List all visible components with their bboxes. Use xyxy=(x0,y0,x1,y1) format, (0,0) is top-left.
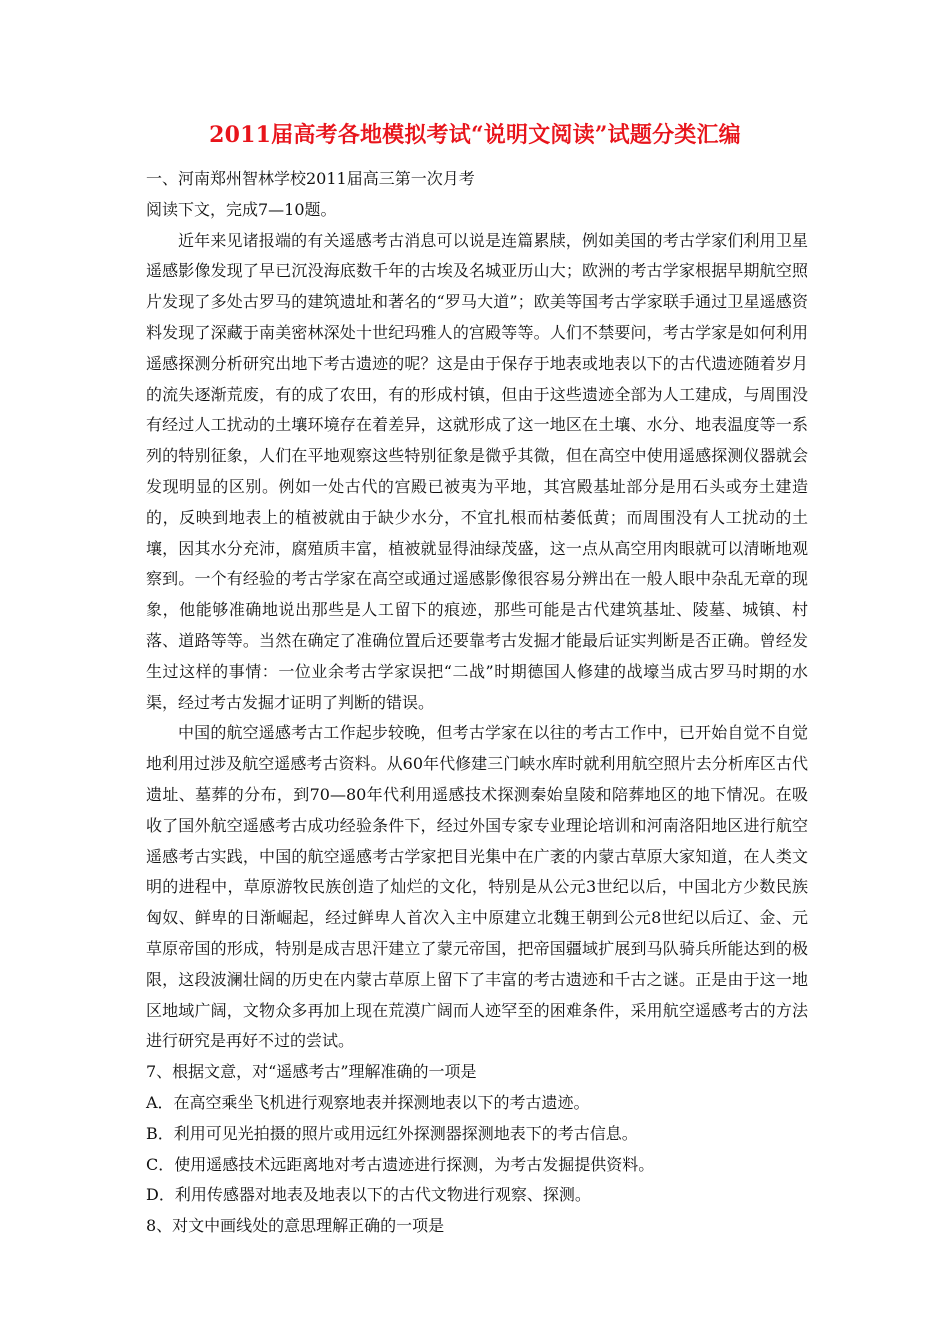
passage-paragraph-1: 近年来见诸报端的有关遥感考古消息可以说是连篇累牍，例如美国的考古学家们利用卫星遥感影像发现了早已沉没海底数千年的古埃及名城亚历山大；欧洲的考古学家根据早期航空照片发现了多处古罗马的建筑遗址和著名的“罗马大道”；欧美等国考古学家联手通过卫星遥感资料发现了深藏于南美密林深处十世纪玛雅人的宫殿等等。人们不禁要问，考古学家是如何利用遥感探测分析研究出地下考古遗迹的呢？这是由于保存于地表或地表以下的古代遗迹随着岁月的流失逐渐荒废，有的成了农田，有的形成村镇，但由于这些遗迹全部为人工建成，与周围没有经过人工扰动的土壤环境存在着差异，这就形成了这一地区在土壤、水分、地表温度等一系列的特别征象，人们在平地观察这些特别征象是微乎其微，但在高空中使用遥感探测仪器就会发现明显的区别。例如一处古代的宫殿已被夷为平地，其宫殿基址部分是用石头或夯土建造的，反映到地表上的植被就由于缺少水分，不宜扎根而枯萎低黄；而周围没有人工扰动的土壤，因其水分充沛，腐殖质丰富，植被就显得油绿茂盛，这一点从高空用肉眼就可以清晰地观察到。一个有经验的考古学家在高空或通过遥感影像很容易分辨出在一般人眼中杂乱无章的现象，他能够准确地说出那些是人工留下的痕迹，那些可能是古代建筑基址、陵墓、城镇、村落、道路等等。当然在确定了准确位置后还要靠考古发掘才能最后证实判断是否正确。曾经发生过这样的事情：一位业余考古学家误把“二战”时期德国人修建的战壕当成古罗马时期的水渠，经过考古发掘才证明了判断的错误。 xyxy=(146,230,808,712)
question-7-option-b: B．利用可见光拍摄的照片或用远红外探测器探测地表下的考古信息。 xyxy=(146,1123,638,1143)
section-heading: 一、河南郑州智林学校2011届高三第一次月考 xyxy=(146,169,475,188)
question-8-stem: 8、对文中画线处的意思理解正确的一项是 xyxy=(146,1216,445,1236)
passage-paragraph-2: 中国的航空遥感考古工作起步较晚，但考古学家在以往的考古工作中，已开始自觉不自觉地利用过涉及航空遥感考古资料。从60年代修建三门峡水库时就利用航空照片去分析库区古代遗址、墓葬的分布，到70—80年代利用遥感技术探测秦始皇陵和陪葬地区的地下情况。在吸收了国外航空遥感考古成功经验条件下，经过外国专家专业理论培训和河南洛阳地区进行航空遥感考古实践，中国的航空遥感考古学家把目光集中在广袤的内蒙古草原大家知道，在人类文明的进程中，草原游牧民族创造了灿烂的文化，特别是从公元3世纪以后，中国北方少数民族匈奴、鲜卑的日渐崛起，经过鲜卑人首次入主中原建立北魏王朝到公元8世纪以后辽、金、元草原帝国的形成，特别是成吉思汗建立了蒙元帝国，把帝国疆域扩展到马队骑兵所能达到的极限，这段波澜壮阔的历史在内蒙古草原上留下了丰富的考古遗迹和千古之谜。正是由于这一地区地域广阔，文物众多再加上现在荒漠广阔而人迹罕至的困难条件，采用航空遥感考古的方法进行研究是再好不过的尝试。 xyxy=(146,723,808,1051)
document-title: 2011届高考各地模拟考试“说明文阅读”试题分类汇编 xyxy=(209,122,741,148)
reading-instruction: 阅读下文，完成7—10题。 xyxy=(146,199,337,219)
question-7-stem: 7、根据文意，对“遥感考古”理解准确的一项是 xyxy=(146,1062,477,1082)
question-7-option-d: D．利用传感器对地表及地表以下的古代文物进行观察、探测。 xyxy=(146,1185,591,1205)
question-7-option-c: C．使用遥感技术远距离地对考古遗迹进行探测，为考古发掘提供资料。 xyxy=(146,1154,655,1174)
question-7-option-a: A．在高空乘坐飞机进行观察地表并探测地表以下的考古遗迹。 xyxy=(146,1092,590,1112)
document-body xyxy=(146,164,808,1242)
